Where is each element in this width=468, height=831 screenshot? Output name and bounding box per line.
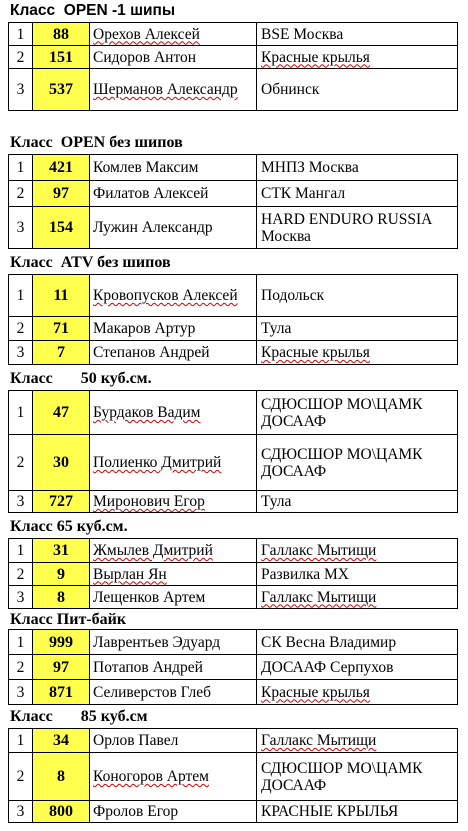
rider-name: Бурдаков Вадим <box>93 404 201 421</box>
number-cell: 11 <box>33 275 90 317</box>
number-cell: 8 <box>33 586 90 609</box>
rider-name-cell <box>90 69 257 111</box>
rider-name: Шерманов Александр <box>93 81 238 98</box>
rider-name-cell <box>90 23 257 46</box>
rider-name-cell: Степанов Андрей <box>90 341 257 365</box>
results-table <box>8 390 458 513</box>
rider-name-cell: Фролов Егор <box>90 801 257 823</box>
rider-name-cell <box>90 435 257 491</box>
club-cell: МНПЗ Москва <box>257 155 458 181</box>
place-cell: 1 <box>9 539 33 563</box>
results-table <box>8 629 458 705</box>
table-row <box>9 23 458 46</box>
number-cell: 31 <box>33 539 90 563</box>
place-cell: 3 <box>9 207 33 249</box>
table-row <box>9 46 458 69</box>
club-cell: СДЮСШОР МО\ЦАМК ДОСААФ <box>257 753 458 801</box>
number-cell: 727 <box>33 491 90 513</box>
club-name: Галлакс Мытищи <box>261 542 377 559</box>
table-row <box>9 586 458 609</box>
table-row <box>9 391 458 435</box>
place-cell: 3 <box>9 586 33 609</box>
number-cell: 151 <box>33 46 90 69</box>
place-cell: 2 <box>9 753 33 801</box>
table-row <box>9 539 458 563</box>
club-cell: HARD ENDURO RUSSIA Москва <box>257 207 458 249</box>
number-cell: 871 <box>33 680 90 705</box>
club-cell <box>257 341 458 365</box>
rider-name-cell: Орлов Павел <box>90 729 257 753</box>
place-cell: 1 <box>9 275 33 317</box>
rider-name: Полиенко Дмитрий <box>93 454 222 471</box>
results-table <box>8 274 458 365</box>
club-cell: КРАСНЫЕ КРЫЛЬЯ <box>257 801 458 823</box>
club-cell <box>257 680 458 705</box>
table-row <box>9 630 458 655</box>
number-cell: 800 <box>33 801 90 823</box>
place-cell: 3 <box>9 491 33 513</box>
number-cell: 9 <box>33 563 90 586</box>
table-row <box>9 435 458 491</box>
place-cell: 2 <box>9 181 33 207</box>
club-cell: СДЮСШОР МО\ЦАМК ДОСААФ <box>257 435 458 491</box>
club-name: Красные крылья <box>261 683 370 701</box>
club-name: Галлакс Мытищи <box>261 732 377 749</box>
rider-name-cell <box>90 391 257 435</box>
club-name: Красные крылья <box>261 344 370 361</box>
club-cell: BSE Москва <box>257 23 458 46</box>
number-cell: 30 <box>33 435 90 491</box>
number-cell: 71 <box>33 317 90 341</box>
rider-name-cell: Лещенков Артем <box>90 586 257 609</box>
place-cell: 3 <box>9 69 33 111</box>
place-cell: 1 <box>9 155 33 181</box>
results-table <box>8 728 458 823</box>
rider-name-cell <box>90 563 257 586</box>
table-row <box>9 491 458 513</box>
place-cell: 1 <box>9 630 33 655</box>
club-cell: ДОСААФ Серпухов <box>257 655 458 680</box>
table-row <box>9 341 458 365</box>
rider-name-cell: Сидоров Антон <box>90 46 257 69</box>
place-cell: 1 <box>9 23 33 46</box>
number-cell: 421 <box>33 155 90 181</box>
place-cell: 3 <box>9 680 33 705</box>
club-cell <box>257 729 458 753</box>
table-row <box>9 753 458 801</box>
number-cell: 97 <box>33 655 90 680</box>
number-cell: 537 <box>33 69 90 111</box>
club-cell: СТК Мангал <box>257 181 458 207</box>
number-cell: 154 <box>33 207 90 249</box>
club-cell <box>257 539 458 563</box>
table-row <box>9 317 458 341</box>
place-cell: 2 <box>9 655 33 680</box>
rider-name: Кровопусков Алексей <box>93 287 238 304</box>
table-row <box>9 181 458 207</box>
table-row <box>9 69 458 111</box>
number-cell: 47 <box>33 391 90 435</box>
place-cell: 2 <box>9 46 33 69</box>
table-row <box>9 155 458 181</box>
table-row <box>9 680 458 705</box>
rider-name-cell: Лаврентьев Эдуард <box>90 630 257 655</box>
class-title: Класс 65 куб.см. <box>10 518 128 535</box>
class-title: Класс Пит-байк <box>10 611 127 628</box>
table-row <box>9 729 458 753</box>
number-cell: 34 <box>33 729 90 753</box>
table-row <box>9 275 458 317</box>
place-cell: 2 <box>9 563 33 586</box>
rider-name-cell <box>90 275 257 317</box>
place-cell: 1 <box>9 729 33 753</box>
number-cell: 97 <box>33 181 90 207</box>
place-cell: 2 <box>9 435 33 491</box>
place-cell: 3 <box>9 341 33 365</box>
table-row <box>9 655 458 680</box>
number-cell: 8 <box>33 753 90 801</box>
class-title: Класс OPEN -1 шипы <box>10 2 176 19</box>
number-cell: 7 <box>33 341 90 365</box>
place-cell: 2 <box>9 317 33 341</box>
rider-name-cell: Комлев Максим <box>90 155 257 181</box>
club-cell <box>257 586 458 609</box>
class-title: Класс 50 куб.см. <box>10 370 152 387</box>
class-title: Класс OPEN без шипов <box>10 134 183 151</box>
table-row <box>9 563 458 586</box>
club-cell: Обнинск <box>257 69 458 111</box>
club-name: Галлакс Мытищи <box>261 588 377 606</box>
rider-name-cell <box>90 539 257 563</box>
number-cell: 88 <box>33 23 90 46</box>
rider-name: Миронович Егор <box>93 493 205 510</box>
rider-name-cell: Филатов Алексей <box>90 181 257 207</box>
results-table <box>8 154 458 249</box>
rider-name: Вырлан Ян <box>93 565 167 583</box>
club-cell: Подольск <box>257 275 458 317</box>
club-cell <box>257 46 458 69</box>
club-cell: СДЮСШОР МО\ЦАМК ДОСААФ <box>257 391 458 435</box>
number-cell: 999 <box>33 630 90 655</box>
place-cell: 3 <box>9 801 33 823</box>
club-cell: СК Весна Владимир <box>257 630 458 655</box>
class-title: Класс ATV без шипов <box>10 254 171 271</box>
rider-name: Орехов Алексей <box>93 25 200 43</box>
rider-name-cell <box>90 753 257 801</box>
rider-name-cell: Селиверстов Глеб <box>90 680 257 705</box>
results-table <box>8 538 458 609</box>
club-cell: Тула <box>257 317 458 341</box>
club-cell: Развилка МХ <box>257 563 458 586</box>
rider-name-cell <box>90 491 257 513</box>
results-table <box>8 22 458 111</box>
table-row <box>9 801 458 823</box>
place-cell: 1 <box>9 391 33 435</box>
club-cell: Тула <box>257 491 458 513</box>
rider-name-cell: Потапов Андрей <box>90 655 257 680</box>
club-name: Красные крылья <box>261 48 370 66</box>
class-title: Класс 85 куб.см <box>10 708 148 725</box>
rider-name: Жмылев Дмитрий <box>93 542 213 559</box>
table-row <box>9 207 458 249</box>
rider-name-cell: Лужин Александр <box>90 207 257 249</box>
rider-name-cell: Макаров Артур <box>90 317 257 341</box>
rider-name: Коногоров Артем <box>93 768 209 785</box>
